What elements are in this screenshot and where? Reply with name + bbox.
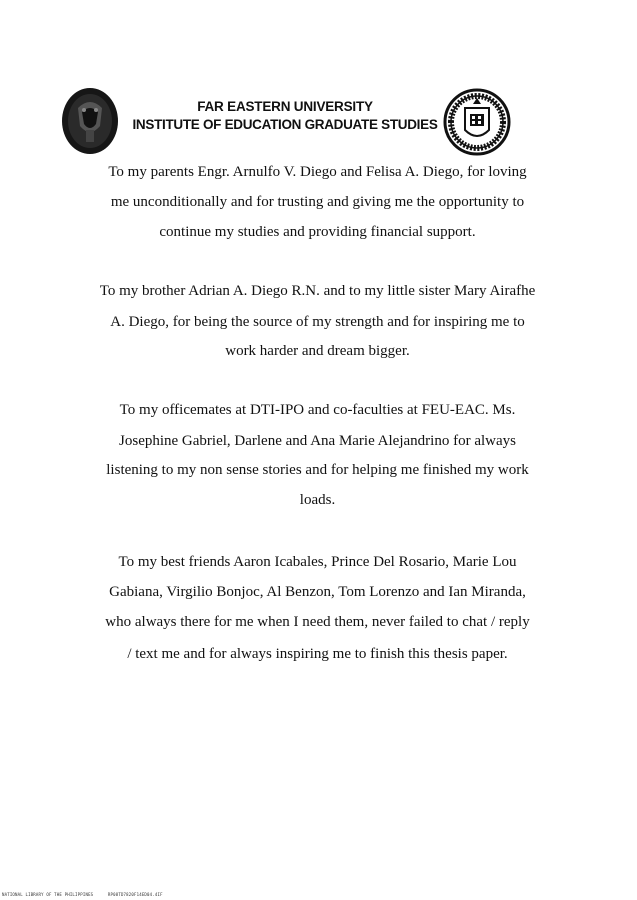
paragraph-4-line-4: / text me and for always inspiring me to finish this thesis paper. [127,646,508,662]
feu-seal-icon [60,86,120,156]
paragraph-1-line-3: continue my studies and providing financial support. [159,224,476,240]
paragraph-3-line-1: To my officemates at DTI-IPO and co-faculties at FEU-EAC. Ms. [119,402,516,418]
university-name: FAR EASTERN UNIVERSITY [197,99,373,114]
footer-code: RP08TD7820F14ED04.4IF [107,892,163,897]
scan-footer [2,892,175,897]
paragraph-4-line-1: To my best friends Aaron Icabales, Prince Del Rosario, Marie Lou [118,554,517,570]
paragraph-1-line-2: me unconditionally and for trusting and giving me the opportunity to [110,194,525,210]
paragraph-4-line-2: Gabiana, Virgilio Bonjoc, Al Benzon, Tom Lorenzo and Ian Miranda, [109,584,526,600]
institute-name: INSTITUTE OF EDUCATION GRADUATE STUDIES [132,117,438,132]
paragraph-3-line-4: loads. [299,492,336,508]
paragraph-3-line-2: Josephine Gabriel, Darlene and Ana Marie Alejandrino for always [119,433,516,449]
paragraph-2-line-1: To my brother Adrian A. Diego R.N. and to my little sister Mary Airafhe [99,283,536,299]
university-seal-icon [443,88,511,156]
paragraph-2-line-2: A. Diego, for being the source of my strength and for inspiring me to [110,314,525,330]
paragraph-1-line-1: To my parents Engr. Arnulfo V. Diego and Felisa A. Diego, for loving [108,164,527,180]
footer-library: NATIONAL LIBRARY OF THE PHILIPPINES [2,892,94,897]
paragraph-3-line-3: listening to my non sense stories and for helping me finished my work [106,462,529,478]
paragraph-4-line-3: who always there for me when I need them, never failed to chat / reply [105,614,530,630]
paragraph-2-line-3: work harder and dream bigger. [225,343,410,359]
